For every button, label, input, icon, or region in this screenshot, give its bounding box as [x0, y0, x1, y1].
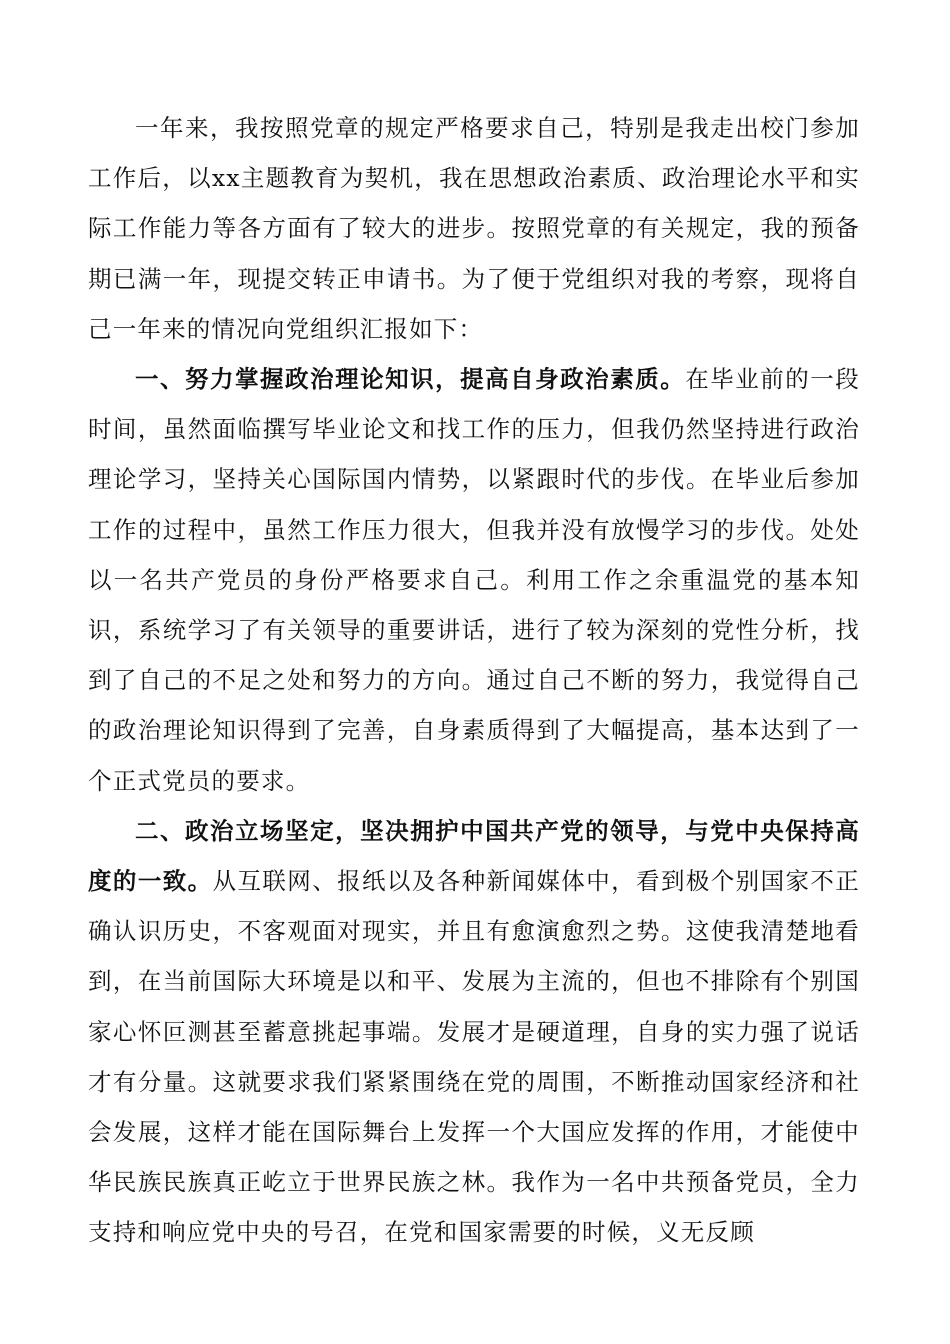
paragraph-section-1 — [88, 354, 860, 806]
section-1-heading: 一、努力掌握政治理论知识，提高自身政治素质。 — [135, 365, 686, 394]
section-1-text: 在毕业前的一段时间，虽然面临撰写毕业论文和找工作的压力，但我仍然坚持进行政治理论学习，坚持关心国际国内情势，以紧跟时代的步伐。在毕业后参加工作的过程中，虽然工作压力很大，但我并没有放慢学习的步伐。处处以一名共产党员的身份严格要求自己。利用工作之余重温党的基本知识，系统学习了有关领导的重要讲话，进行了较为深刻的党性分析，找到了自己的不足之处和努力的方向。通过自己不断的努力，我觉得自己的政治理论知识得到了完善，自身素质得到了大幅提高，基本达到了一个正式党员的要求。 — [88, 365, 860, 795]
paragraph-intro-text: 一年来，我按照党章的规定严格要求自己，特别是我走出校门参加工作后，以xx主题教育为契机，我在思想政治素质、政治理论水平和实际工作能力等各方面有了较大的进步。按照党章的有关规定，我的预备期已满一年，现提交转正申请书。为了便于党组织对我的考察，现将自己一年来的情况向党组织汇报如下： — [88, 114, 860, 343]
paragraph-section-2 — [88, 806, 860, 1258]
section-2-text: 从互联网、报纸以及各种新闻媒体中，看到极个别国家不正确认识历史，不客观面对现实，并且有愈演愈烈之势。这使我清楚地看到，在当前国际大环境是以和平、发展为主流的，但也不排除有个别国家心怀叵测甚至蓄意挑起事端。发展才是硬道理，自身的实力强了说话才有分量。这就要求我们紧紧围绕在党的周围，不断推动国家经济和社会发展，这样才能在国际舞台上发挥一个大国应发挥的作用，才能使中华民族民族真正屹立于世界民族之林。我作为一名中共预备党员，全力支持和响应党中央的号召，在党和国家需要的时候，义无反顾 — [88, 867, 861, 1247]
paragraph-intro — [88, 103, 860, 354]
document-body — [88, 103, 860, 1258]
section-2-heading: 二、政治立场坚定，坚决拥护中国共产党的领导，与党中央保持高度的一致。 — [88, 816, 860, 896]
